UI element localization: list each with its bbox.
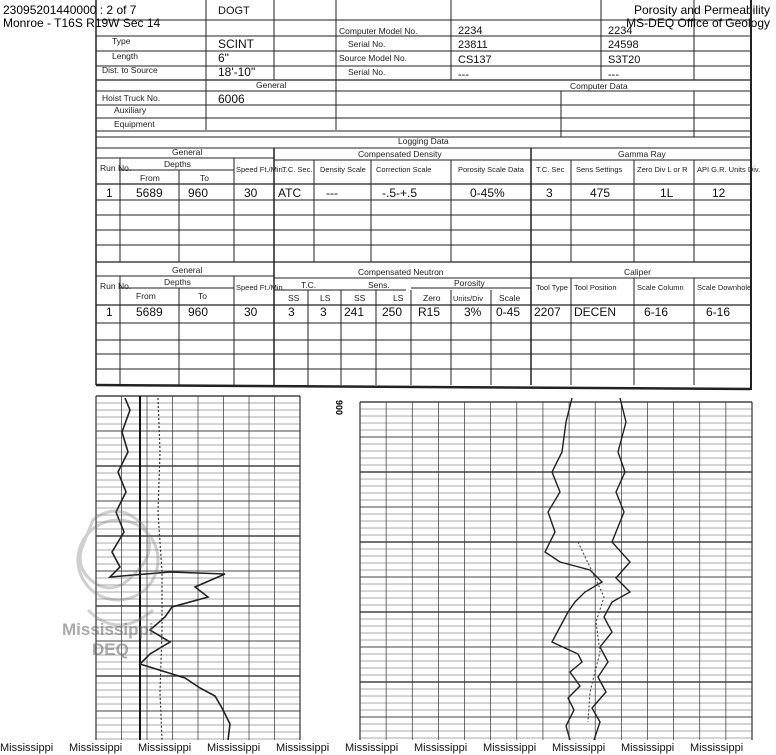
right-log-track bbox=[360, 402, 752, 740]
nb-run-no: Run No. bbox=[100, 281, 132, 291]
ld-general: General bbox=[172, 147, 203, 157]
equip-label-length: Length bbox=[112, 51, 138, 61]
ld-density-value: --- bbox=[326, 186, 338, 200]
nb-run-value: 1 bbox=[106, 305, 113, 319]
nb-tc-ss: SS bbox=[288, 293, 300, 303]
ld-sens-value: 475 bbox=[590, 186, 611, 200]
footer-item: Mississippi bbox=[552, 742, 606, 754]
equip-dist-value: 18'-10" bbox=[218, 65, 256, 79]
serial-value-2: --- bbox=[458, 69, 469, 81]
computer-model-value-right: 2234 bbox=[608, 25, 633, 37]
footer-item: Mississippi bbox=[690, 742, 744, 754]
serial-label-1: Serial No. bbox=[348, 39, 386, 49]
ld-speed-value: 30 bbox=[244, 186, 258, 200]
nb-speed: Speed Ft./Min. bbox=[236, 283, 285, 292]
ld-correction-scale: Correction Scale bbox=[376, 165, 432, 174]
ld-porosity-scale: Porosity Scale Data bbox=[458, 165, 524, 174]
equip-label-dist: Dist. to Source bbox=[102, 65, 158, 75]
ld-gr-tc-value: 3 bbox=[546, 186, 553, 200]
ld-gr-tc-sec: T.C. Sec bbox=[536, 165, 565, 174]
ld-zero-value: 1L bbox=[660, 186, 674, 200]
footer-item: Mississippi bbox=[483, 742, 537, 754]
general-title: General bbox=[256, 80, 287, 90]
nb-zero-value: R15 bbox=[418, 305, 441, 319]
source-model-label: Source Model No. bbox=[339, 53, 408, 63]
nb-zero: Zero bbox=[423, 293, 441, 303]
ld-gamma-ray: Gamma Ray bbox=[618, 149, 666, 159]
nb-scale-down-value: 6-16 bbox=[706, 305, 731, 319]
computer-data-title: Computer Data bbox=[570, 81, 628, 91]
ld-api-gr: API G.R. Units Div. bbox=[697, 165, 761, 174]
nb-porosity: Porosity bbox=[454, 278, 485, 288]
logging-data-title: Logging Data bbox=[398, 136, 449, 146]
nb-tool-value: 2207 bbox=[534, 305, 561, 319]
ld-from-value: 5689 bbox=[136, 186, 163, 200]
serial-value-right-2: --- bbox=[608, 69, 619, 81]
ld-porosity-value: 0-45% bbox=[470, 186, 505, 200]
nb-to: To bbox=[198, 291, 207, 301]
footer-item: Mississippi bbox=[69, 742, 123, 754]
source-model-value: CS137 bbox=[458, 54, 492, 66]
ld-sens-settings: Sens Settings bbox=[576, 165, 623, 174]
serial-value-1: 23811 bbox=[458, 39, 488, 51]
nb-sens: Sens. bbox=[368, 280, 390, 290]
equipment-label: Equipment bbox=[114, 119, 155, 129]
nb-scale-downhole: Scale Downhole bbox=[697, 283, 752, 292]
serial-value-right-1: 24598 bbox=[608, 39, 639, 51]
equip-length-value: 6" bbox=[218, 51, 229, 65]
footer-item: Mississippi bbox=[138, 742, 192, 754]
ld-run-value: 1 bbox=[106, 186, 113, 200]
ld-from: From bbox=[140, 173, 160, 183]
nb-units-value: 3% bbox=[464, 305, 482, 319]
nb-comp-neutron: Compensated Neutron bbox=[358, 267, 444, 277]
computer-model-label: Computer Model No. bbox=[339, 26, 418, 36]
nb-from: From bbox=[136, 291, 156, 301]
right-curve-dotted bbox=[578, 542, 604, 722]
log-header-form bbox=[96, 0, 761, 390]
ld-correction-value: -.5-+.5 bbox=[382, 186, 418, 200]
nb-speed-value: 30 bbox=[244, 305, 258, 319]
nb-tool-type: Tool Type bbox=[536, 283, 568, 292]
ld-to: To bbox=[200, 173, 209, 183]
equip-type-value: SCINT bbox=[218, 37, 254, 51]
ld-tc-sec: T.C. Sec. bbox=[282, 165, 313, 174]
footer-item: Mississippi bbox=[621, 742, 675, 754]
serial-label-2: Serial No. bbox=[348, 67, 386, 77]
computer-model-value: 2234 bbox=[458, 25, 483, 37]
nb-scale-value: 0-45 bbox=[496, 305, 521, 319]
nb-depths: Depths bbox=[164, 277, 191, 287]
nb-caliper: Caliper bbox=[624, 267, 651, 277]
nb-scale-column: Scale Column bbox=[637, 283, 684, 292]
nb-to-value: 960 bbox=[188, 305, 209, 319]
hoist-label: Hoist Truck No. bbox=[102, 93, 161, 103]
ld-comp-density: Compensated Density bbox=[358, 149, 442, 159]
nb-sens-ls-value: 250 bbox=[382, 305, 403, 319]
footer-item: Mississippi bbox=[0, 742, 54, 754]
ld-tc-value: ATC bbox=[278, 186, 302, 200]
auxiliary-label: Auxiliary bbox=[114, 105, 147, 115]
equip-top-partial: DOGT bbox=[218, 5, 250, 17]
file-id: 23095201440000 : 2 of 7 bbox=[3, 3, 137, 17]
nb-units-div: Units/Div bbox=[453, 294, 484, 303]
doc-type: Porosity and Permeability bbox=[633, 3, 770, 17]
source-model-value-right: S3T20 bbox=[608, 54, 641, 66]
watermark-line1: Mississippi bbox=[62, 620, 154, 639]
depth-label: 900 bbox=[334, 400, 344, 416]
footer-item: Mississippi bbox=[414, 742, 468, 754]
watermark-line2: DEQ bbox=[92, 640, 129, 659]
ld-speed: Speed Ft./Min. bbox=[236, 165, 285, 174]
right-curve-secondary bbox=[592, 398, 630, 740]
ld-density-scale: Density Scale bbox=[320, 165, 366, 174]
ld-run-no: Run No. bbox=[100, 163, 132, 173]
ld-api-value: 12 bbox=[712, 186, 726, 200]
nb-general: General bbox=[172, 265, 203, 275]
ld-zero-div: Zero Div L or R bbox=[637, 165, 688, 174]
right-curve-solid bbox=[545, 398, 602, 740]
nb-scale: Scale bbox=[499, 293, 521, 303]
nb-sens-ss-value: 241 bbox=[344, 305, 365, 319]
footer-item: Mississippi bbox=[207, 742, 261, 754]
nb-tc-ss-value: 3 bbox=[288, 305, 295, 319]
footer-item: Mississippi bbox=[276, 742, 330, 754]
ld-depths: Depths bbox=[164, 159, 191, 169]
nb-tc-ls-value: 3 bbox=[320, 305, 327, 319]
nb-sens-ls: LS bbox=[393, 293, 404, 303]
ld-to-value: 960 bbox=[188, 186, 209, 200]
nb-tool-position: Tool Position bbox=[574, 283, 617, 292]
footer-item: Mississippi bbox=[345, 742, 399, 754]
nb-from-value: 5689 bbox=[136, 305, 163, 319]
nb-sens-ss: SS bbox=[354, 293, 366, 303]
hoist-value: 6006 bbox=[218, 92, 245, 106]
equip-label-type: Type bbox=[112, 36, 131, 46]
nb-scale-col-value: 6-16 bbox=[644, 305, 669, 319]
nb-tc-ls: LS bbox=[320, 293, 331, 303]
footer-watermark-strip bbox=[0, 741, 776, 755]
location: Monroe - T16S R19W Sec 14 bbox=[3, 16, 161, 30]
nb-tc: T.C. bbox=[301, 280, 317, 290]
agency: MS-DEQ Office of Geology bbox=[626, 16, 770, 30]
nb-position-value: DECEN bbox=[574, 305, 617, 319]
